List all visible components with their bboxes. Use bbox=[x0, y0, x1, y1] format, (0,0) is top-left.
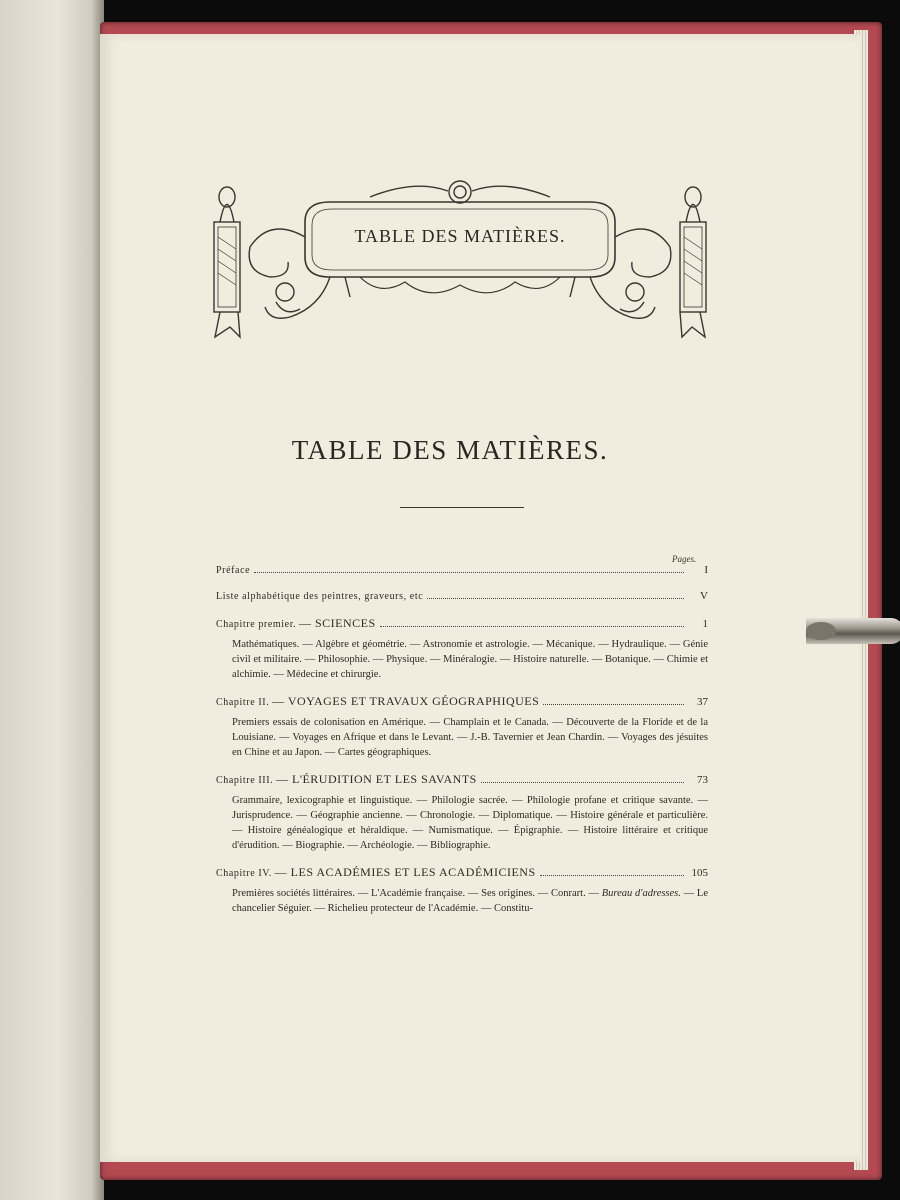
chapter-prefix: Chapitre III. bbox=[216, 775, 274, 786]
chapter-prefix: Chapitre premier. bbox=[216, 619, 297, 630]
ornament-title: TABLE DES MATIÈRES. bbox=[354, 226, 566, 246]
chapter-summary: Premiers essais de colonisation en Amérique. — Champlain et le Canada. — Découverte de la Floride et de la Louisiane. — Voyages en Afrique et dans le Levant. — J.-B. Tavernier et Jean Chardin. — Voyages des jésuites en Chine et au Japon. — Cartes géographiques. bbox=[232, 717, 708, 758]
leader-dots bbox=[427, 597, 684, 599]
leader-dots bbox=[254, 571, 684, 573]
toc-entry-preface bbox=[216, 564, 708, 576]
entry-page: 73 bbox=[697, 774, 708, 786]
entry-page: 105 bbox=[691, 867, 708, 879]
chapter-summary: Grammaire, lexicographie et linguistique. — Philologie sacrée. — Philologie profane et critique savante. — Jurisprudence. — Géographie ancienne. — Chronologie. — Diplomatique. — Histoire générale et particulière. — Histoire généalogique et héraldique. — Numismatique. — Épigraphie. — Histoire littéraire et critique d'érudition. — Biographie. — Archéologie. — Bibliographie. bbox=[232, 795, 708, 851]
summary-text: Premières sociétés littéraires. — L'Académie française. — Ses origines. — Conrart. — bbox=[232, 888, 599, 899]
table-of-contents bbox=[216, 560, 708, 916]
chapter-summary: Mathématiques. — Algèbre et géométrie. — Astronomie et astrologie. — Mécanique. — Hydraulique. — Génie civil et militaire. — Philosophie. — Physique. — Minéralogie. — Histoire naturelle. — Botanique. — Chimie et alchimie. — Médecine et chirurgie. bbox=[232, 639, 708, 680]
facing-page bbox=[0, 0, 104, 1200]
chapter-title: — L'ÉRUDITION ET LES SAVANTS bbox=[275, 772, 477, 786]
chapter-title: — SCIENCES bbox=[298, 616, 376, 630]
toc-entry-chapter-3 bbox=[216, 772, 708, 787]
page-title: TABLE DES MATIÈRES. bbox=[291, 435, 609, 465]
title-rule bbox=[400, 507, 524, 508]
entry-label: Préface bbox=[216, 565, 251, 576]
clip-tip bbox=[806, 622, 836, 640]
ornamental-header-engraving bbox=[210, 177, 710, 342]
leader-dots bbox=[543, 703, 684, 705]
entry-label: Liste alphabétique des peintres, graveurs, etc bbox=[216, 591, 424, 602]
entry-page: I bbox=[704, 564, 708, 576]
leader-dots bbox=[540, 874, 684, 876]
toc-entry-chapter-2 bbox=[216, 694, 708, 709]
leader-dots bbox=[380, 625, 684, 627]
toc-entry-chapter-1 bbox=[216, 616, 708, 631]
entry-page: 1 bbox=[702, 618, 708, 630]
chapter-prefix: Chapitre IV. bbox=[216, 868, 272, 879]
summary-italic: Bureau d'adresses. bbox=[601, 888, 681, 899]
chapter-title: — LES ACADÉMIES ET LES ACADÉMICIENS bbox=[274, 865, 536, 879]
chapter-summary bbox=[216, 886, 708, 916]
chapter-prefix: Chapitre II. bbox=[216, 697, 270, 708]
entry-page: V bbox=[700, 590, 708, 602]
pages-column-label: Pages. bbox=[672, 554, 697, 564]
chapter-title: — VOYAGES ET TRAVAUX GÉOGRAPHIQUES bbox=[272, 694, 540, 708]
toc-entry-liste bbox=[216, 590, 708, 602]
entry-page: 37 bbox=[697, 696, 708, 708]
leader-dots bbox=[481, 781, 684, 783]
summary-text: — Le chancelier Séguier. — Richelieu protecteur de l'Académie. — Constitu- bbox=[232, 888, 709, 914]
toc-entry-chapter-4 bbox=[216, 865, 708, 880]
